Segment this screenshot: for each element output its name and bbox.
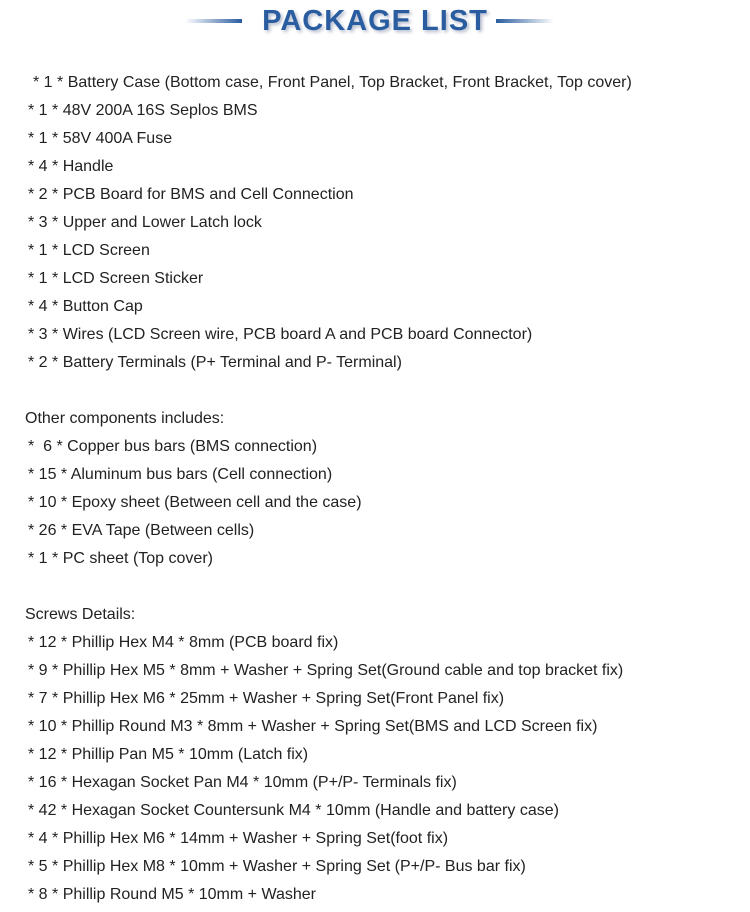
list-item: * 3 * Wires (LCD Screen wire, PCB board A and PCB board Connector)	[28, 326, 533, 343]
list-item: * 5 * Phillip Hex M8 * 10mm + Washer + Spring Set (P+/P- Bus bar fix)	[28, 858, 526, 875]
list-item: * 1 * LCD Screen Sticker	[28, 270, 204, 287]
list-item: * 42 * Hexagan Socket Countersunk M4 * 10mm (Handle and battery case)	[28, 802, 559, 819]
package-content	[0, 69, 750, 909]
list-item: * 8 * Phillip Round M5 * 10mm + Washer	[28, 886, 316, 903]
section-spacer	[0, 573, 750, 601]
page-title: PACKAGE LIST	[262, 5, 488, 37]
list-item: * 10 * Phillip Round M3 * 8mm + Washer + Spring Set(BMS and LCD Screen fix)	[28, 718, 598, 735]
list-item: * 15 * Aluminum bus bars (Cell connection)	[28, 466, 333, 483]
list-item: * 4 * Button Cap	[28, 298, 143, 315]
list-item: * 12 * Phillip Hex M4 * 8mm (PCB board fix)	[28, 634, 339, 651]
list-item: * 1 * Battery Case (Bottom case, Front Panel, Top Bracket, Front Bracket, Top cover)	[33, 74, 632, 91]
other-components-section	[0, 405, 750, 573]
list-item: * 2 * PCB Board for BMS and Cell Connection	[28, 186, 354, 203]
other-components-heading: Other components includes:	[25, 410, 225, 427]
list-item: * 1 * PC sheet (Top cover)	[28, 550, 213, 567]
list-item: * 7 * Phillip Hex M6 * 25mm + Washer + Spring Set(Front Panel fix)	[28, 690, 505, 707]
screws-heading: Screws Details:	[25, 606, 136, 623]
list-item: * 3 * Upper and Lower Latch lock	[28, 214, 262, 231]
list-item: * 2 * Battery Terminals (P+ Terminal and P- Terminal)	[28, 354, 402, 371]
list-item: * 12 * Phillip Pan M5 * 10mm (Latch fix)	[28, 746, 309, 763]
list-item: * 26 * EVA Tape (Between cells)	[28, 522, 255, 539]
list-item: * 1 * 58V 400A Fuse	[28, 130, 173, 147]
list-item: * 1 * 48V 200A 16S Seplos BMS	[28, 102, 258, 119]
list-item: * 4 * Phillip Hex M6 * 14mm + Washer + Spring Set(foot fix)	[28, 830, 449, 847]
list-item: * 16 * Hexagan Socket Pan M4 * 10mm (P+/P- Terminals fix)	[28, 774, 457, 791]
list-item: * 6 * Copper bus bars (BMS connection)	[28, 438, 318, 455]
package-items-list	[0, 69, 750, 377]
list-item: * 9 * Phillip Hex M5 * 8mm + Washer + Spring Set(Ground cable and top bracket fix)	[28, 662, 624, 679]
list-item: * 10 * Epoxy sheet (Between cell and the case)	[28, 494, 362, 511]
screws-section	[0, 601, 750, 909]
page-header	[0, 0, 750, 44]
section-spacer	[0, 377, 750, 405]
list-item: * 1 * LCD Screen	[28, 242, 150, 259]
title-right-decoration	[496, 19, 554, 23]
list-item: * 4 * Handle	[28, 158, 114, 175]
